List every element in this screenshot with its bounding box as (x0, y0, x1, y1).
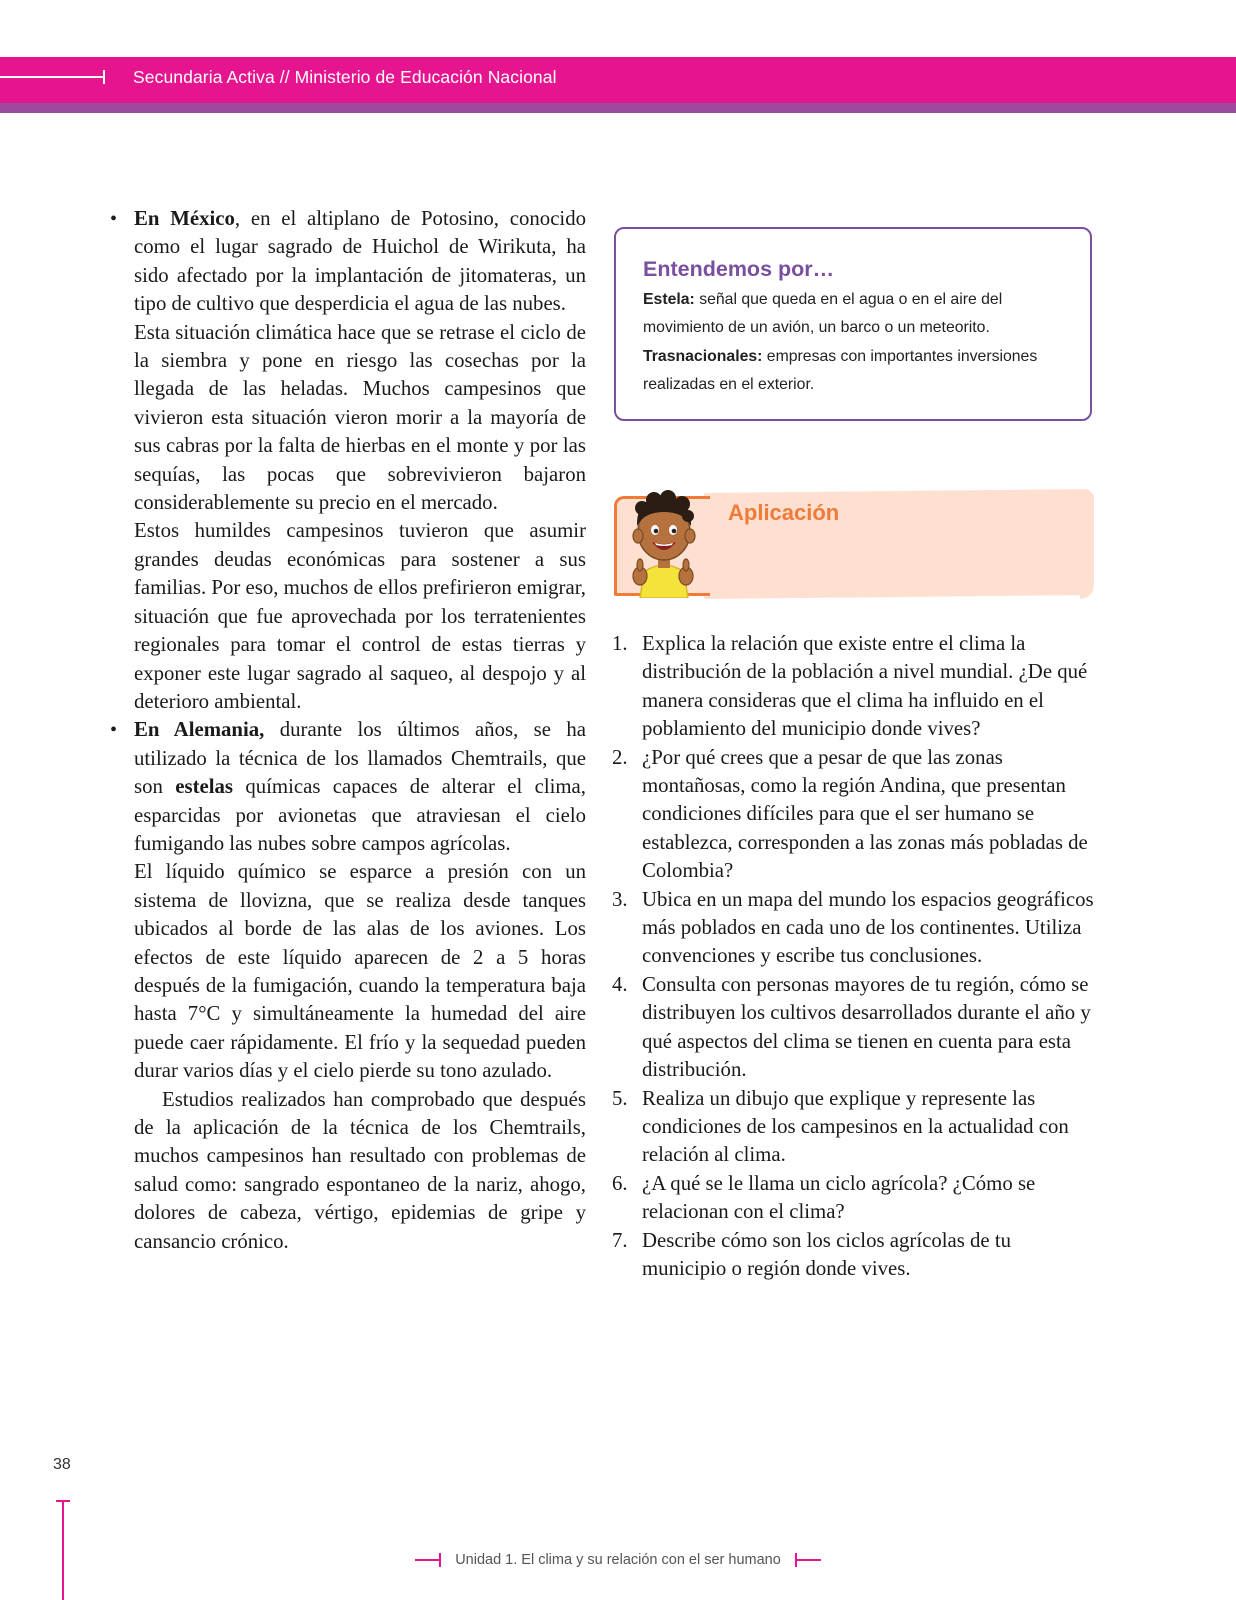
definitions-box (614, 227, 1092, 421)
trasnacionales-definition: empresas con importantes inversiones realizadas en el exterior. (643, 347, 1038, 393)
student-character-icon (622, 486, 706, 598)
footer-rule-left (415, 1559, 441, 1561)
left-column (110, 205, 586, 1256)
list-item (612, 744, 1100, 886)
estela-term: Estela: (643, 291, 695, 308)
question-number: 3. (612, 887, 628, 911)
list-item (612, 1170, 1100, 1227)
question-number: 4. (612, 972, 628, 996)
list-item (612, 886, 1100, 971)
mexico-label: En México (134, 207, 235, 230)
question-text: Describe cómo son los ciclos agrícolas de tu municipio o región donde vives. (642, 1228, 1012, 1280)
question-number: 7. (612, 1228, 628, 1252)
alemania-text-2: químicas capaces de alterar el clima, esparcidas por avionetas que atraviesan el cielo fumigando las nubes sobre campos agrícolas. (134, 775, 586, 855)
question-number: 5. (612, 1086, 628, 1110)
questions-list (612, 630, 1100, 1283)
header-rule (0, 76, 104, 78)
header-band (0, 57, 1236, 113)
mexico-text: , en el altiplano de Potosino, conocido como el lugar sagrado de Huichol de Wirikuta, ha sido afectado por la implantación de jitomateras, un tipo de cultivo que desperdicia el agua de las nubes. (134, 207, 587, 316)
footer-unit-title: El clima y su relación con el ser humano (517, 1552, 781, 1568)
aplicacion-banner-edge (1080, 491, 1094, 599)
estela-definition: señal que queda en el agua o en el aire del movimiento de un avión, un barco o un meteorito. (643, 291, 1003, 337)
footer-unit-label: Unidad 1. (455, 1552, 518, 1568)
question-text: Realiza un dibujo que explique y represente las condiciones de los campesinos en la actualidad con relación al clima. (642, 1086, 1069, 1167)
margin-rule (62, 1500, 64, 1600)
bullet-dot-icon: • (110, 719, 118, 742)
bullet-mexico (110, 205, 586, 716)
paragraph-3: El líquido químico se esparce a presión con un sistema de llovizna, que se realiza desde tanques ubicados al borde de las alas de los aviones. Los efectos de este líquido aparecen de 2 a 5 horas después de la fumigación, cuando la temperatura baja hasta 7°C y simultáneamente la humedad del aire puede caer rápidamente. El frío y la sequedad pueden durar varios días y el cielo pierde su tono azulado. (134, 860, 586, 1083)
header-rule-tick (103, 70, 105, 84)
paragraph-2: Estos humildes campesinos tuvieron que asumir grandes deudas económicas para sostener a sus familias. Por eso, muchos de ellos prefirieron emigrar, situación que fue aprovechada por los terratenientes regionales para tomar el control de estas tierras y exponer este lugar sagrado al saqueo, al despojo y al deterioro ambiental. (134, 519, 586, 713)
definition-estela (643, 286, 1064, 343)
alemania-text-1: durante los últimos años, se ha utilizado la técnica de los llamados Chemtrails, que son (134, 718, 586, 799)
list-item (612, 971, 1100, 1085)
trasnacionales-term: Trasnacionales: (643, 347, 763, 365)
question-number: 6. (612, 1171, 628, 1195)
question-text: ¿Por qué crees que a pesar de que las zonas montañosas, como la región Andina, que presentan condiciones difíciles para que el ser humano se establezca, corresponden a las zonas más pobladas de Colombia? (642, 745, 1088, 883)
header-title: Secundaria Activa // Ministerio de Educación Nacional (133, 67, 557, 87)
page-number: 38 (53, 1456, 71, 1473)
question-text: Consulta con personas mayores de tu región, cómo se distribuyen los cultivos desarrollados durante el año y qué aspectos del clima se tienen en cuenta para esta distribución. (642, 972, 1091, 1082)
list-item (612, 1085, 1100, 1170)
bullet-dot-icon: • (110, 208, 118, 230)
footer-rule-right (795, 1559, 821, 1561)
alemania-paragraph (134, 716, 586, 858)
paragraph-1: Esta situación climática hace que se retrase el ciclo de la siembra y pone en riesgo las cosechas por la llegada de las heladas. Muchos campesinos que vivieron esta situación vieron morir a la mayoría de sus cabras por la falta de hierbas en el monte y por las sequías, las pocas que sobrevivieron bajaron considerablemente su precio en el mercado. (134, 320, 586, 515)
footer (0, 1552, 1236, 1568)
list-item (612, 1227, 1100, 1284)
question-text: Explica la relación que existe entre el clima la distribución de la población a nivel mundial. ¿De qué manera consideras que el clima ha influido en el poblamiento del municipio donde vives? (642, 632, 1088, 741)
paragraph-4: Estudios realizados han comprobado que después de la aplicación de la técnica de los Chemtrails, muchos campesinos han resultado con problemas de salud como: sangrado espontaneo de la nariz, ahogo, dolores de cabeza, vértigo, epidemias de gripe y cansancio crónico. (134, 1087, 586, 1253)
definition-trasnacionales (643, 343, 1064, 400)
question-text: Ubica en un mapa del mundo los espacios geográficos más poblados en cada uno de los continentes. Utiliza convenciones y escribe tus conclusiones. (642, 887, 1094, 968)
list-item (612, 630, 1100, 744)
question-number: 2. (612, 745, 628, 769)
alemania-label: En Alemania, (134, 718, 265, 742)
bullet-alemania (110, 716, 586, 1256)
aplicacion-title: Aplicación (728, 500, 840, 525)
estelas-term: estelas (175, 775, 233, 799)
definitions-title: Entendemos por… (643, 257, 835, 281)
question-text: ¿A qué se le llama un ciclo agrícola? ¿Cómo se relacionan con el clima? (642, 1171, 1036, 1224)
mexico-paragraph (134, 205, 586, 319)
question-number: 1. (612, 632, 628, 655)
